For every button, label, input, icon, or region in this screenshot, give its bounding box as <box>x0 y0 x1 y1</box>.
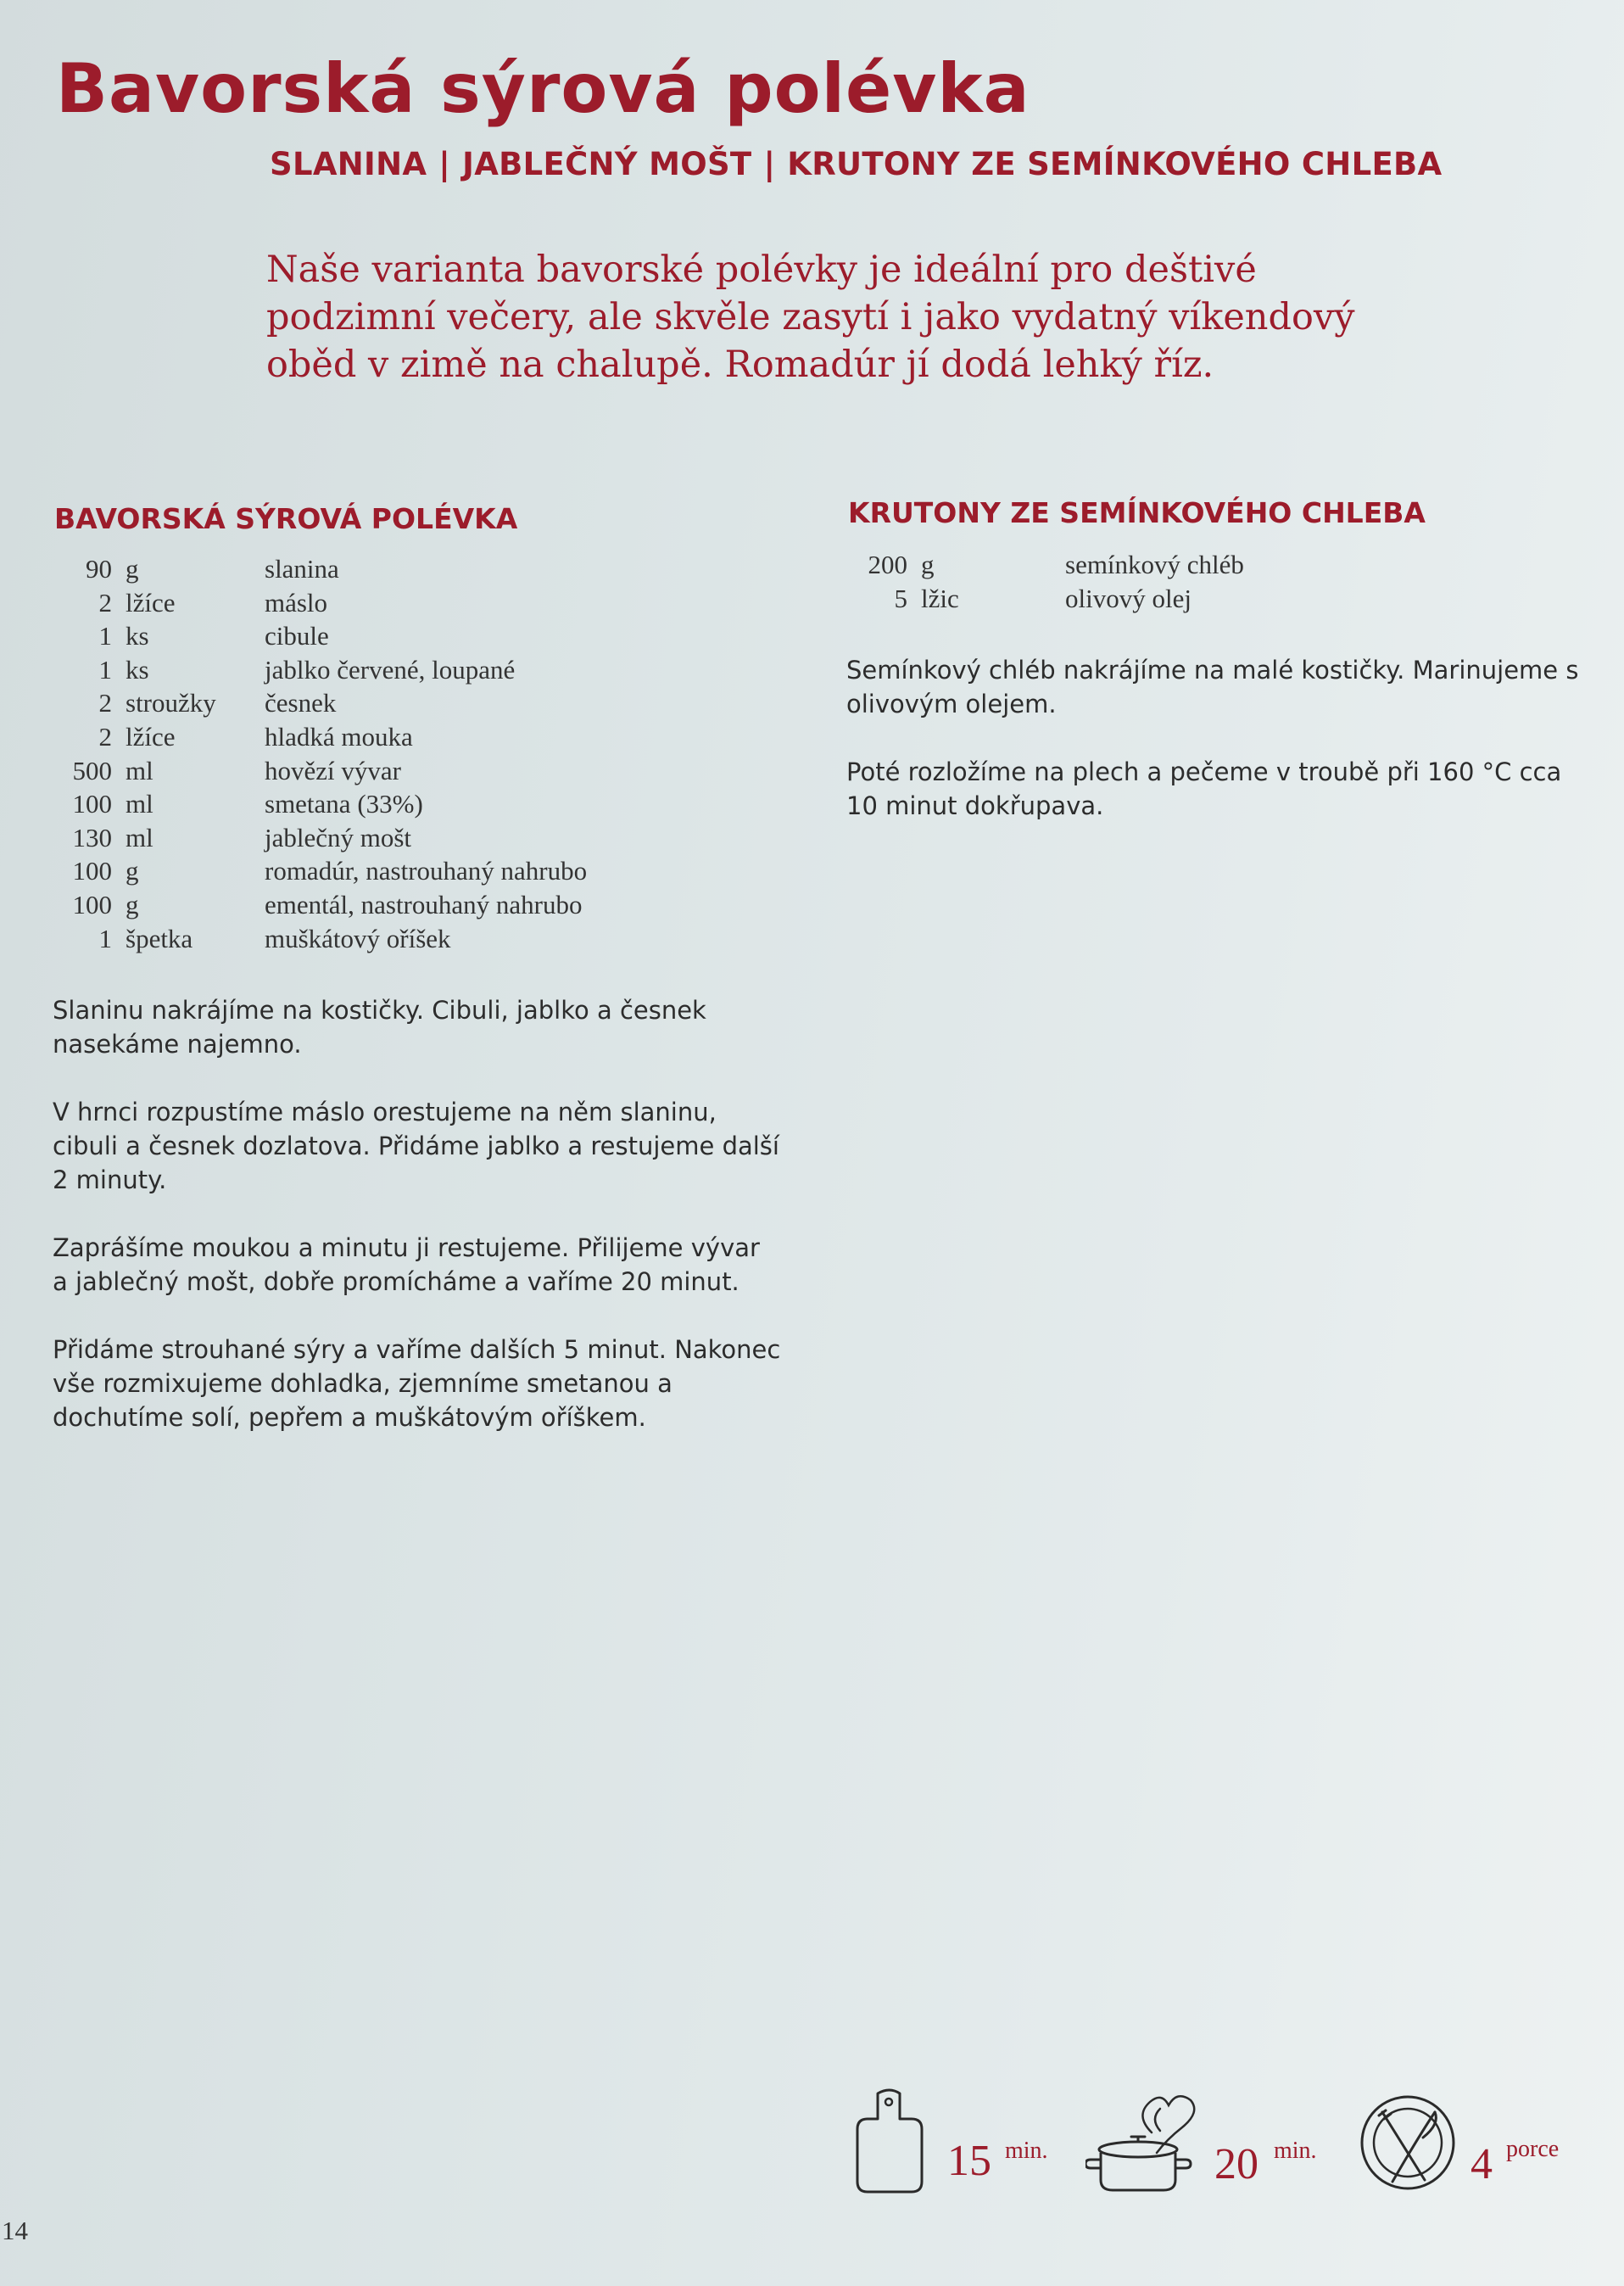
cutting-board-icon <box>852 2087 929 2197</box>
ingredient-row <box>0 922 763 956</box>
ingredient-unit: lžic <box>921 583 959 613</box>
ingredient-quantity: 100 <box>72 789 112 819</box>
subtitle-separator: | <box>763 146 776 182</box>
ingredient-row <box>0 619 763 653</box>
croutons-step: Poté rozložíme na plech a pečeme v troubě při 160 °C cca 10 minut dokřupava. <box>846 757 1562 820</box>
cook-time <box>1085 2087 1340 2205</box>
ingredient-row <box>0 821 763 855</box>
ingredient-unit: stroužky <box>126 688 216 718</box>
ingredient-quantity: 100 <box>72 889 112 919</box>
page-number: 14 <box>2 2216 28 2245</box>
soup-ingredient-list <box>0 552 763 955</box>
ingredient-quantity: 2 <box>98 587 112 618</box>
croutons-ingredient-list <box>763 548 1526 615</box>
ingredient-row <box>0 552 763 586</box>
ingredient-name: jablko červené, loupané <box>265 654 516 685</box>
ingredient-unit: ml <box>126 789 153 819</box>
ingredient-name: slanina <box>265 554 339 584</box>
soup-step: V hrnci rozpustíme máslo orestujeme na něm slaninu, cibuli a česnek dozlatova. Přidáme jablko a restujeme další 2 minuty. <box>53 1098 779 1194</box>
subtitle-item: KRUTONY ZE SEMÍNKOVÉHO CHLEBA <box>787 146 1443 182</box>
cook-time-value: 20 <box>1214 2140 1258 2188</box>
ingredient-row <box>763 582 1526 616</box>
prep-time-value: 15 <box>947 2137 991 2185</box>
soup-heading: BAVORSKÁ SÝROVÁ POLÉVKA <box>54 502 518 535</box>
ingredient-unit: lžíce <box>126 587 176 618</box>
recipe-subtitle <box>270 146 1442 182</box>
ingredient-quantity: 2 <box>98 721 112 752</box>
ingredient-quantity: 90 <box>86 554 112 584</box>
ingredient-name: smetana (33%) <box>265 789 423 819</box>
ingredient-name: ementál, nastrouhaný nahrubo <box>265 889 583 919</box>
ingredient-name: jablečný mošt <box>265 822 412 852</box>
recipe-intro: Naše varianta bavorské polévky je ideální pro deštivé podzimní večery, ale skvěle zasytí i jako vydatný víkendový oběd v zimě na chalupě. Romadúr jí dodá lehký říz. <box>266 249 1355 386</box>
ingredient-name: olivový olej <box>1065 583 1191 613</box>
cook-time-unit: min. <box>1274 2138 1317 2164</box>
ingredient-name: cibule <box>265 621 329 651</box>
recipe-title: Bavorská sýrová polévka <box>56 49 1030 128</box>
soup-step: Slaninu nakrájíme na kostičky. Cibuli, jablko a česnek nasekáme najemno. <box>53 996 706 1059</box>
ingredient-unit: ml <box>126 755 153 785</box>
ingredient-unit: ks <box>126 654 149 685</box>
ingredient-row <box>763 548 1526 582</box>
ingredient-quantity: 200 <box>868 550 907 579</box>
ingredient-row <box>0 854 763 888</box>
servings-unit: porce <box>1506 2136 1560 2162</box>
ingredient-unit: ks <box>126 621 149 651</box>
croutons-step: Semínkový chléb nakrájíme na malé kostičky. Marinujeme s olivovým olejem. <box>846 656 1579 718</box>
ingredient-quantity: 1 <box>98 923 112 953</box>
ingredient-name: česnek <box>265 688 337 718</box>
croutons-heading: KRUTONY ZE SEMÍNKOVÉHO CHLEBA <box>848 496 1426 529</box>
ingredient-name: romadúr, nastrouhaný nahrubo <box>265 856 588 886</box>
subtitle-separator: | <box>438 146 451 182</box>
ingredient-row <box>0 586 763 620</box>
ingredient-name: hovězí vývar <box>265 755 401 785</box>
ingredient-unit: ml <box>126 822 153 852</box>
ingredient-row <box>0 754 763 788</box>
ingredient-row <box>0 888 763 922</box>
ingredient-quantity: 1 <box>98 621 112 651</box>
ingredient-quantity: 130 <box>72 822 112 852</box>
servings-value: 4 <box>1471 2140 1493 2188</box>
ingredient-name: hladká mouka <box>265 721 413 752</box>
ingredient-unit: špetka <box>126 923 193 953</box>
ingredient-unit: g <box>126 856 139 886</box>
ingredient-unit: g <box>126 889 139 919</box>
soup-step: Zaprášíme moukou a minutu ji restujeme. Přilijeme vývar a jablečný mošt, dobře promícháme a vaříme 20 minut. <box>53 1233 760 1296</box>
ingredient-unit: g <box>921 550 935 579</box>
ingredient-name: semínkový chléb <box>1065 550 1244 579</box>
ingredient-row <box>0 653 763 687</box>
soup-step: Přidáme strouhané sýry a vaříme dalších 5 minut. Nakonec vše rozmixujeme dohladka, zjemníme smetanou a dochutíme solí, pepřem a muškátovým oříškem. <box>53 1335 781 1432</box>
ingredient-row <box>0 720 763 754</box>
subtitle-item: JABLEČNÝ MOŠT <box>462 146 752 182</box>
ingredient-row <box>0 787 763 821</box>
ingredient-quantity: 5 <box>894 583 907 613</box>
plate-cutlery-icon <box>1357 2087 1459 2197</box>
ingredient-quantity: 500 <box>72 755 112 785</box>
prep-time <box>852 2087 1073 2205</box>
ingredient-unit: lžíce <box>126 721 176 752</box>
ingredient-name: muškátový oříšek <box>265 923 451 953</box>
cooking-pot-icon <box>1085 2082 1213 2200</box>
ingredient-name: máslo <box>265 587 328 618</box>
servings <box>1357 2087 1594 2205</box>
ingredient-quantity: 2 <box>98 688 112 718</box>
ingredient-unit: g <box>126 554 139 584</box>
prep-time-unit: min. <box>1005 2138 1048 2164</box>
ingredient-quantity: 1 <box>98 654 112 685</box>
subtitle-item: SLANINA <box>270 146 427 182</box>
ingredient-quantity: 100 <box>72 856 112 886</box>
ingredient-row <box>0 686 763 720</box>
